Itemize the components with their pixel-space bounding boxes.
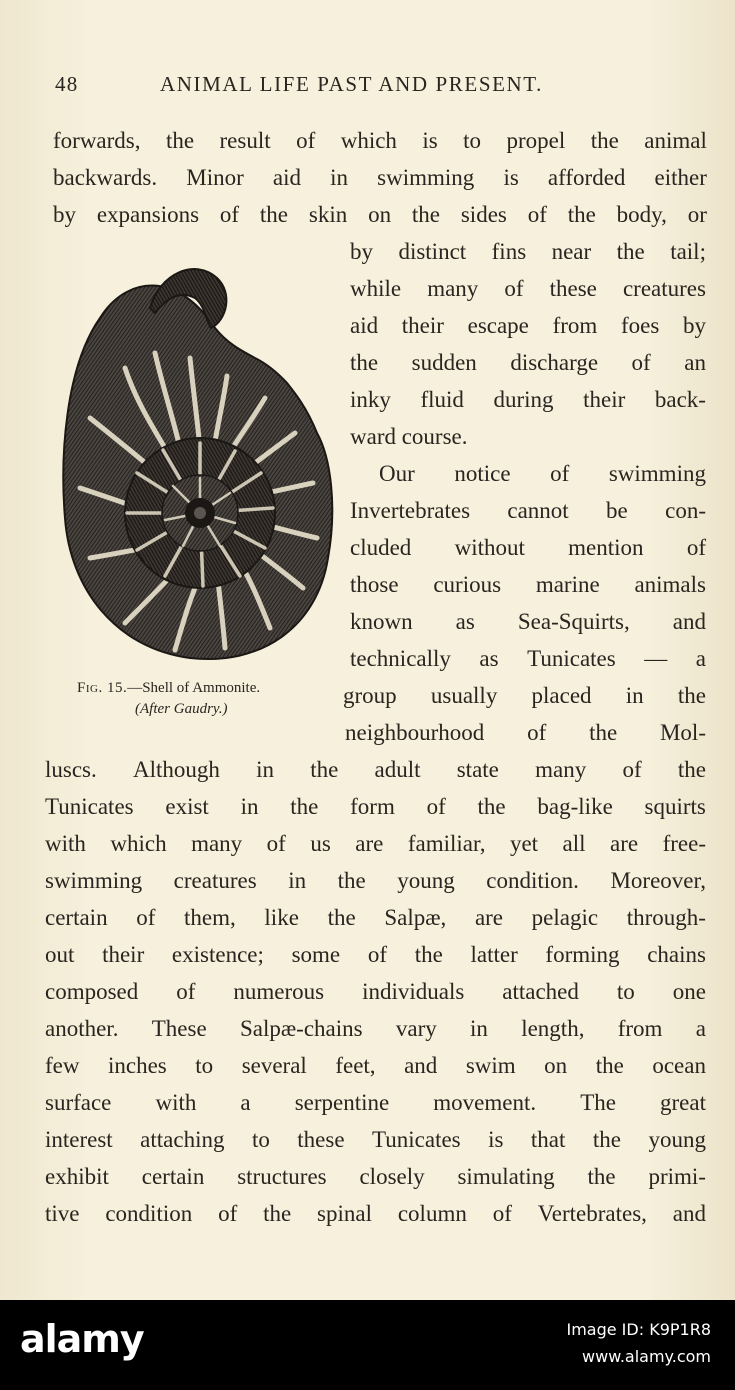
alamy-logo: alamy: [20, 1317, 144, 1361]
word: in: [470, 1016, 488, 1041]
word: of: [266, 831, 286, 856]
word: few: [45, 1053, 80, 1078]
word: luscs.: [45, 757, 97, 782]
word: bag-like: [537, 794, 613, 819]
word: in: [330, 165, 349, 190]
word: those: [350, 572, 399, 597]
word: propel: [506, 128, 566, 153]
text-line: [53, 200, 707, 230]
text-line: [45, 1162, 706, 1192]
word: of: [631, 350, 651, 375]
word: and: [672, 1201, 706, 1226]
word: a: [695, 1016, 706, 1041]
word: distinct: [398, 239, 467, 264]
word: vary: [395, 1016, 437, 1041]
word: marine: [535, 572, 600, 597]
word: of: [218, 1201, 238, 1226]
word: condition.: [486, 868, 579, 893]
word: curious: [433, 572, 502, 597]
word: young: [397, 868, 455, 893]
word: usually: [430, 683, 498, 708]
word: free-: [662, 831, 706, 856]
word: notice: [454, 461, 511, 486]
word: length,: [521, 1016, 585, 1041]
word: of: [219, 202, 240, 227]
text-line: [379, 459, 706, 489]
word: of: [492, 1201, 512, 1226]
word: with: [155, 1090, 197, 1115]
word: adult: [374, 757, 421, 782]
text-line: [45, 1125, 706, 1155]
word: ocean: [652, 1053, 706, 1078]
word: the: [327, 905, 356, 930]
word: is: [422, 128, 438, 153]
word: an: [684, 350, 706, 375]
text-line: [350, 311, 706, 341]
text-line: [45, 866, 706, 896]
word: aid: [272, 165, 301, 190]
text-line: [45, 940, 706, 970]
word: of: [504, 276, 524, 301]
word: forming: [545, 942, 620, 967]
word: through-: [626, 905, 706, 930]
word: Sea-Squirts,: [517, 609, 630, 634]
text-line: [45, 1051, 706, 1081]
text-line: [45, 903, 706, 933]
word: some: [291, 942, 341, 967]
word: sides: [460, 202, 507, 227]
word: by: [53, 202, 76, 227]
word: —: [644, 646, 668, 671]
word: swimming: [608, 461, 706, 486]
word: their: [102, 942, 145, 967]
word: are: [474, 905, 504, 930]
word: Salpæ-chains: [239, 1016, 363, 1041]
word: swimming: [377, 165, 475, 190]
word: that: [530, 1127, 566, 1152]
word: sudden: [411, 350, 477, 375]
word: many: [191, 831, 243, 856]
page-number: 48: [55, 72, 79, 96]
word: inky: [350, 387, 391, 412]
word: Vertebrates,: [537, 1201, 647, 1226]
word: to: [616, 979, 635, 1004]
word: expansions: [96, 202, 200, 227]
word: without: [454, 535, 525, 560]
word: Salpæ,: [384, 905, 447, 930]
word: tive: [45, 1201, 80, 1226]
word: the: [259, 202, 289, 227]
word: from: [617, 1016, 663, 1041]
text-line: [350, 348, 706, 378]
word: the: [677, 757, 706, 782]
word: is: [488, 1127, 504, 1152]
word: discharge: [510, 350, 599, 375]
word: of: [176, 979, 196, 1004]
word: the: [414, 942, 443, 967]
ammonite-figure: [55, 258, 335, 668]
word: the: [567, 202, 596, 227]
word: the: [592, 1127, 621, 1152]
word: their: [401, 313, 444, 338]
word: the: [263, 1201, 292, 1226]
word: squirts: [644, 794, 706, 819]
word: near: [551, 239, 592, 264]
word: Tunicates: [527, 646, 616, 671]
ammonite-shell-icon: [55, 258, 335, 668]
word: of: [686, 535, 706, 560]
word: in: [625, 683, 644, 708]
word: as: [455, 609, 475, 634]
word: the: [595, 1053, 624, 1078]
word: Tunicates: [45, 794, 134, 819]
word: their: [583, 387, 626, 412]
word: in: [240, 794, 259, 819]
word: skin: [308, 202, 348, 227]
text-line: [45, 977, 706, 1007]
word: animals: [634, 572, 706, 597]
text-line: ward course.: [350, 424, 468, 449]
figure-caption-text: —Shell of Ammonite.: [127, 680, 261, 696]
word: forwards,: [53, 128, 141, 153]
word: of: [296, 128, 316, 153]
word: another.: [45, 1016, 119, 1041]
word: swimming: [45, 868, 143, 893]
text-line: [350, 533, 706, 563]
word: creatures: [622, 276, 706, 301]
running-title: ANIMAL LIFE PAST AND PRESENT.: [160, 72, 544, 96]
word: these: [297, 1127, 345, 1152]
word: the: [590, 128, 619, 153]
word: body,: [616, 202, 667, 227]
word: and: [672, 609, 706, 634]
word: technically: [350, 646, 451, 671]
word: of: [426, 794, 446, 819]
word: known: [350, 609, 413, 634]
text-line: [350, 570, 706, 600]
word: structures: [237, 1164, 327, 1189]
word: the: [589, 720, 618, 745]
word: numerous: [233, 979, 325, 1004]
word: state: [456, 757, 499, 782]
word: them,: [184, 905, 236, 930]
word: creatures: [173, 868, 257, 893]
word: cannot: [507, 498, 569, 523]
word: the: [350, 350, 379, 375]
text-line: [45, 1088, 706, 1118]
word: many: [427, 276, 479, 301]
word: foes: [620, 313, 660, 338]
word: the: [411, 202, 441, 227]
word: all: [562, 831, 586, 856]
word: chains: [647, 942, 706, 967]
word: by: [682, 313, 706, 338]
text-line: [45, 792, 706, 822]
word: fins: [491, 239, 527, 264]
word: be: [606, 498, 628, 523]
word: are: [610, 831, 639, 856]
word: the: [616, 239, 645, 264]
word: condition: [105, 1201, 193, 1226]
word: as: [479, 646, 499, 671]
word: during: [493, 387, 554, 412]
word: form: [350, 794, 395, 819]
word: the: [310, 757, 339, 782]
word: in: [256, 757, 274, 782]
text-line: [350, 607, 706, 637]
word: from: [552, 313, 598, 338]
word: spinal: [317, 1201, 372, 1226]
word: the: [677, 683, 706, 708]
word: backwards.: [53, 165, 158, 190]
word: to: [195, 1053, 214, 1078]
word: are: [355, 831, 384, 856]
running-head: [55, 72, 680, 106]
word: con-: [665, 498, 706, 523]
word: swim: [465, 1053, 516, 1078]
word: individuals: [362, 979, 465, 1004]
word: feet,: [335, 1053, 376, 1078]
word: group: [343, 683, 397, 708]
word: attached: [502, 979, 579, 1004]
word: animal: [644, 128, 707, 153]
word: one: [672, 979, 706, 1004]
text-line: [350, 274, 706, 304]
word: to: [251, 1127, 270, 1152]
text-line: [343, 681, 706, 711]
word: the: [290, 794, 319, 819]
figure-label: Fig. 15.: [77, 680, 128, 696]
word: while: [350, 276, 402, 301]
word: movement.: [433, 1090, 537, 1115]
word: aid: [350, 313, 379, 338]
word: which: [340, 128, 397, 153]
word: composed: [45, 979, 139, 1004]
word: either: [654, 165, 707, 190]
word: afforded: [547, 165, 626, 190]
word: or: [687, 202, 707, 227]
word: by: [350, 239, 373, 264]
word: Minor: [186, 165, 244, 190]
word: to: [463, 128, 482, 153]
word: exhibit: [45, 1164, 109, 1189]
word: mention: [568, 535, 644, 560]
text-line: [45, 1014, 706, 1044]
word: latter: [470, 942, 518, 967]
word: of: [550, 461, 570, 486]
word: great: [660, 1090, 706, 1115]
word: a: [695, 646, 706, 671]
word: tail;: [670, 239, 706, 264]
word: and: [404, 1053, 438, 1078]
word: us: [310, 831, 331, 856]
word: Invertebrates: [350, 498, 471, 523]
text-line: [350, 644, 706, 674]
word: the: [587, 1164, 616, 1189]
word: like: [264, 905, 299, 930]
text-line: [53, 126, 707, 156]
word: is: [503, 165, 519, 190]
word: certain: [45, 905, 108, 930]
site-url: www.alamy.com: [582, 1347, 711, 1366]
figure-credit: (After Gaudry.): [135, 701, 228, 717]
word: column: [397, 1201, 467, 1226]
word: placed: [531, 683, 592, 708]
text-line: [53, 163, 707, 193]
text-line: [350, 496, 706, 526]
word: on: [544, 1053, 568, 1078]
word: Tunicates: [372, 1127, 461, 1152]
word: young: [648, 1127, 706, 1152]
word: pelagic: [531, 905, 599, 930]
word: attaching: [140, 1127, 225, 1152]
word: certain: [141, 1164, 205, 1189]
word: of: [367, 942, 387, 967]
word: primi-: [648, 1164, 706, 1189]
word: in: [288, 868, 307, 893]
text-line: [45, 829, 706, 859]
word: the: [165, 128, 195, 153]
word: these: [549, 276, 597, 301]
text-line: [345, 718, 706, 748]
word: yet: [509, 831, 539, 856]
word: back-: [654, 387, 706, 412]
word: many: [535, 757, 587, 782]
text-line: [45, 1199, 706, 1229]
word: Mol-: [659, 720, 706, 745]
word: simulating: [457, 1164, 555, 1189]
word: interest: [45, 1127, 113, 1152]
word: cluded: [350, 535, 412, 560]
word: which: [110, 831, 167, 856]
word: several: [241, 1053, 307, 1078]
text-line: [350, 385, 706, 415]
word: neighbourhood: [345, 720, 485, 745]
word: out: [45, 942, 75, 967]
word: surface: [45, 1090, 112, 1115]
word: fluid: [420, 387, 464, 412]
word: serpentine: [294, 1090, 390, 1115]
word: a: [240, 1090, 251, 1115]
text-line: [350, 237, 706, 267]
word: of: [136, 905, 156, 930]
word: Our: [379, 461, 415, 486]
word: existence;: [171, 942, 264, 967]
word: The: [580, 1090, 616, 1115]
word: the: [337, 868, 366, 893]
word: result: [219, 128, 271, 153]
word: on: [368, 202, 392, 227]
word: the: [477, 794, 506, 819]
word: Moreover,: [610, 868, 706, 893]
word: of: [622, 757, 642, 782]
word: escape: [467, 313, 529, 338]
word: inches: [108, 1053, 167, 1078]
word: Although: [132, 757, 220, 782]
text-line: [45, 755, 706, 785]
image-id: Image ID: K9P1R8: [566, 1320, 711, 1339]
word: with: [45, 831, 86, 856]
figure-caption: [77, 680, 260, 697]
word: of: [527, 720, 547, 745]
word: exist: [165, 794, 209, 819]
word: familiar,: [407, 831, 486, 856]
word: These: [151, 1016, 207, 1041]
word: closely: [359, 1164, 425, 1189]
word: of: [527, 202, 547, 227]
